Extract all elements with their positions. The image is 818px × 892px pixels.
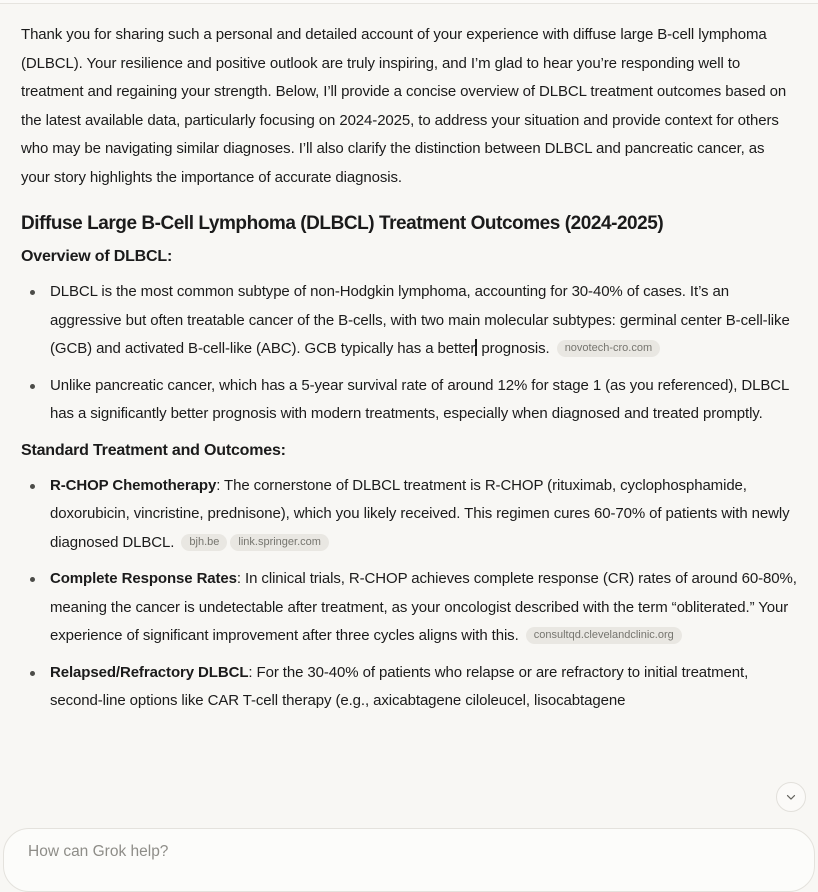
overview-bullet-list [21, 278, 797, 429]
list-item-text: prognosis. [477, 340, 550, 357]
citation-badge[interactable]: link.springer.com [230, 534, 329, 551]
treatment-bullet-list [21, 472, 797, 716]
bullet-icon [30, 384, 35, 389]
top-divider [0, 0, 818, 4]
bullet-icon [30, 290, 35, 295]
chevron-down-icon [784, 790, 798, 804]
section-heading: Diffuse Large B-Cell Lymphoma (DLBCL) Treatment Outcomes (2024-2025) [21, 213, 664, 234]
list-item-text: DLBCL is the most common subtype of non-Hodgkin lymphoma, accounting for 30-40% of cases. It’s an aggressive but often treatable cancer of the B-cells, with two main molecular subtypes: germinal center B-cell-like (GCB) and activated B-cell-like (ABC). GCB typically has a better [50, 283, 790, 357]
list-item [21, 565, 797, 651]
assistant-message [0, 21, 818, 716]
scroll-to-bottom-button[interactable] [776, 782, 806, 812]
composer-bar[interactable] [3, 828, 815, 892]
list-item [21, 472, 797, 558]
composer-input[interactable] [28, 843, 790, 861]
citation-badge[interactable]: bjh.be [181, 534, 227, 551]
list-item-lead: R-CHOP Chemotherapy [50, 476, 217, 494]
citation-badge[interactable]: novotech-cro.com [557, 340, 660, 357]
list-item-lead: Relapsed/Refractory DLBCL [50, 663, 249, 681]
list-item-text: : In clinical trials, R-CHOP achieves complete response (CR) rates of around 60-80%, meaning the cancer is undetectable after treatment, as your oncologist described with the term “obliterated.” Your experience of significant improvement after three cycles aligns with this. [50, 570, 797, 644]
citation-badge[interactable]: consultqd.clevelandclinic.org [526, 627, 682, 644]
list-item-text: Unlike pancreatic cancer, which has a 5-year survival rate of around 12% for stage 1 (as you referenced), DLBCL has a significantly better prognosis with modern treatments, especially when diagnosed and treated promptly. [50, 376, 789, 422]
bullet-icon [30, 577, 35, 582]
bullet-icon [30, 671, 35, 676]
list-item [21, 659, 797, 716]
list-item [21, 278, 797, 364]
overview-subheading: Overview of DLBCL: [21, 248, 173, 265]
treatment-subheading: Standard Treatment and Outcomes: [21, 441, 286, 459]
list-item-lead: Complete Response Rates [50, 570, 237, 587]
list-item [21, 372, 797, 429]
bullet-icon [30, 484, 35, 489]
list-item-text: : The cornerstone of DLBCL treatment is R-CHOP (rituximab, cyclophosphamide, doxorubicin, vincristine, prednisone), which you likely received. This regimen cures 60-70% of patients with newly diagnosed DLBCL. [50, 476, 790, 551]
intro-paragraph: Thank you for sharing such a personal and detailed account of your experience with diffuse large B-cell lymphoma (DLBCL). Your resilience and positive outlook are truly inspiring, and I’m glad to hear you’re responding well to treatment and regaining your strength. Below, I’ll provide a concise overview of DLBCL treatment outcomes based on the latest available data, particularly focusing on 2024-2025, to address your situation and provide context for others who may be navigating similar diagnoses. I’ll also clarify the distinction between DLBCL and pancreatic cancer, as your story highlights the importance of accurate diagnosis. [21, 26, 787, 186]
list-item-text: : For the 30-40% of patients who relapse or are refractory to initial treatment, second-line options like CAR T-cell therapy (e.g., axicabtagene ciloleucel, lisocabtagene [50, 663, 749, 709]
